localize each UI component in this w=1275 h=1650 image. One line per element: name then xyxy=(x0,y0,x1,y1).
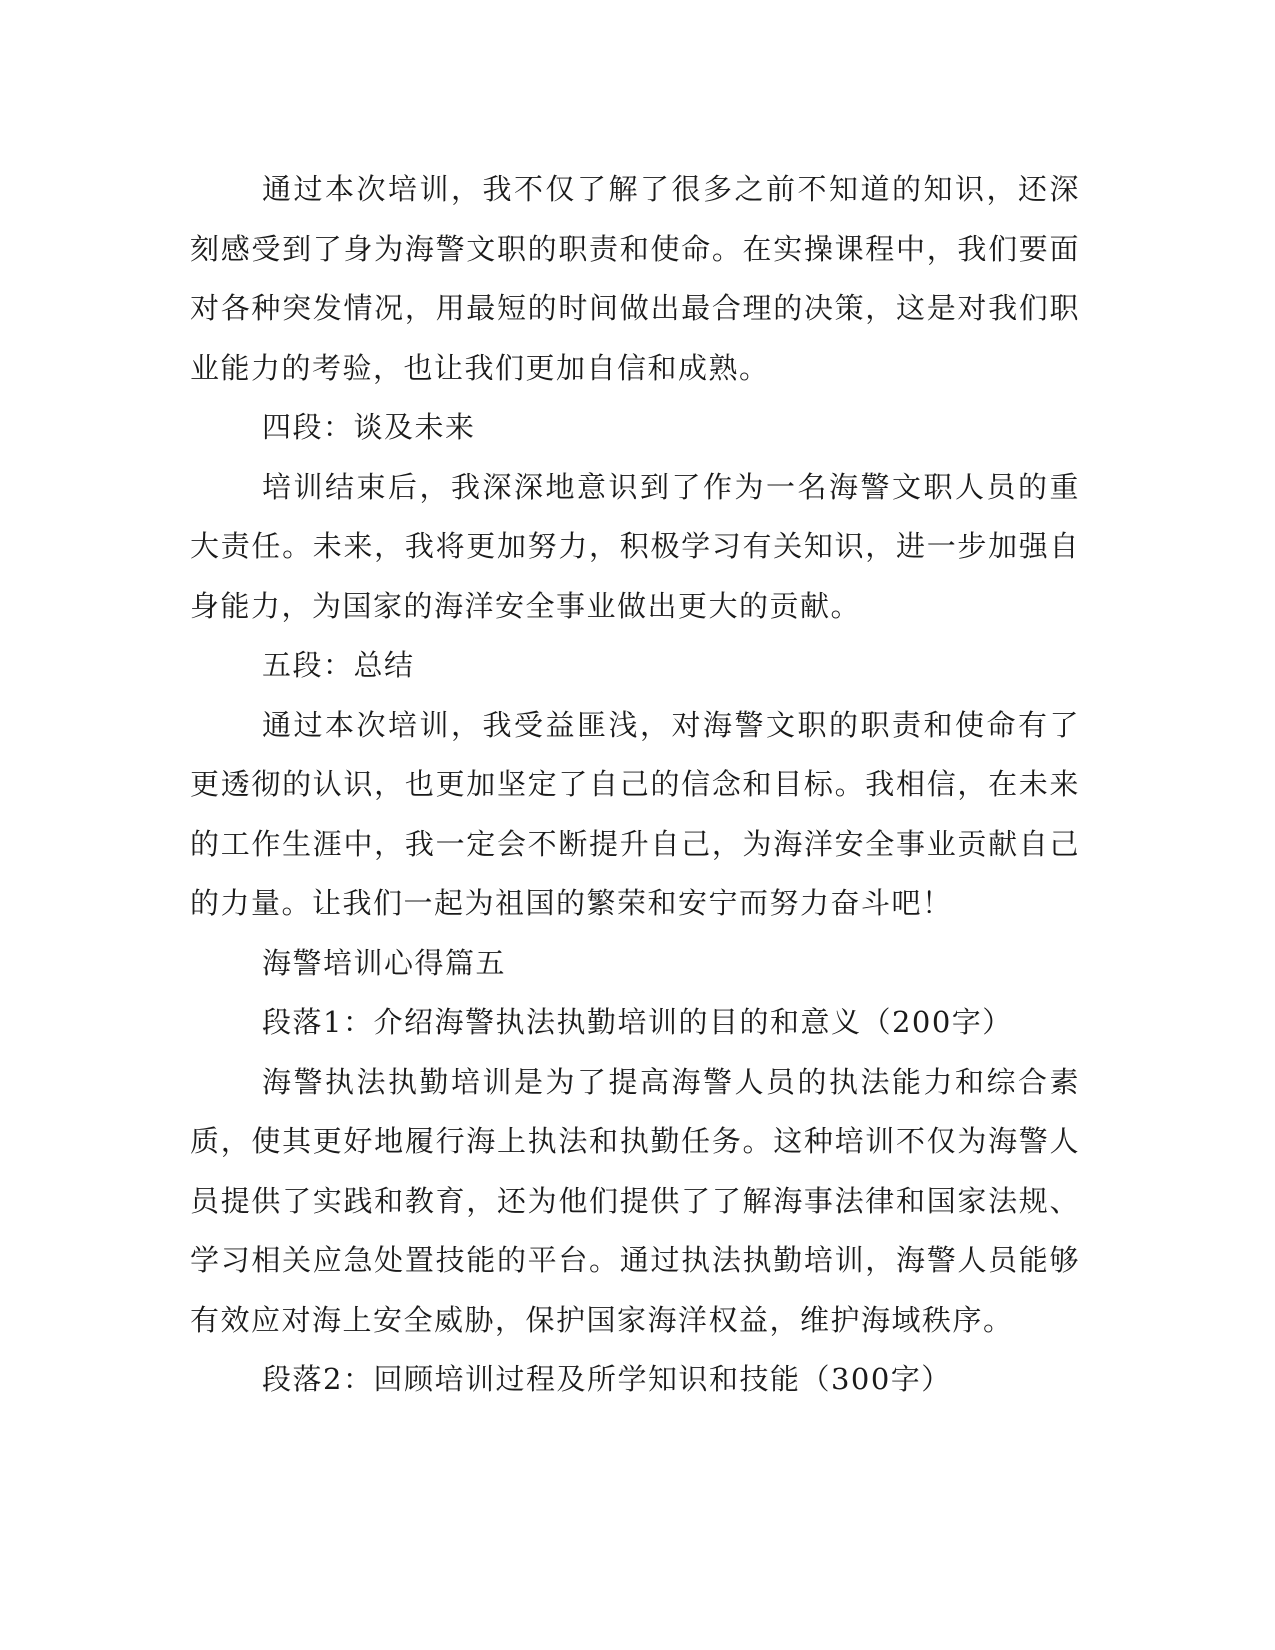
section-heading-future: 四段：谈及未来 xyxy=(262,410,476,444)
document-body xyxy=(190,160,1080,1410)
paragraph-summary: 通过本次培训，我受益匪浅，对海警文职的职责和使命有了更透彻的认识，也更加坚定了自己的信念和目标。我相信，在未来的工作生涯中，我一定会不断提升自己，为海洋安全事业贡献自己的力量。让我们一起为祖国的繁荣和安宁而努力奋斗吧！ xyxy=(190,707,1080,920)
section-heading-summary: 五段：总结 xyxy=(262,648,415,682)
article-title-part-five: 海警培训心得篇五 xyxy=(262,945,507,980)
section-heading-paragraph-2: 段落2：回顾培训过程及所学知识和技能（300字） xyxy=(262,1362,952,1396)
paragraph-future: 培训结束后，我深深地意识到了作为一名海警文职人员的重大责任。未来，我将更加努力，积极学习有关知识，进一步加强自身能力，为国家的海洋安全事业做出更大的贡献。 xyxy=(190,469,1080,623)
paragraph-training-reflection: 通过本次培训，我不仅了解了很多之前不知道的知识，还深刻感受到了身为海警文职的职责和使命。在实操课程中，我们要面对各种突发情况，用最短的时间做出最合理的决策，这是对我们职业能力的考验，也让我们更加自信和成熟。 xyxy=(190,172,1080,385)
section-heading-paragraph-1: 段落1：介绍海警执法执勤培训的目的和意义（200字） xyxy=(262,1005,1013,1039)
paragraph-purpose: 海警执法执勤培训是为了提高海警人员的执法能力和综合素质，使其更好地履行海上执法和执勤任务。这种培训不仅为海警人员提供了实践和教育，还为他们提供了了解海事法律和国家法规、学习相关应急处置技能的平台。通过执法执勤培训，海警人员能够有效应对海上安全威胁，保护国家海洋权益，维护海域秩序。 xyxy=(190,1064,1080,1337)
